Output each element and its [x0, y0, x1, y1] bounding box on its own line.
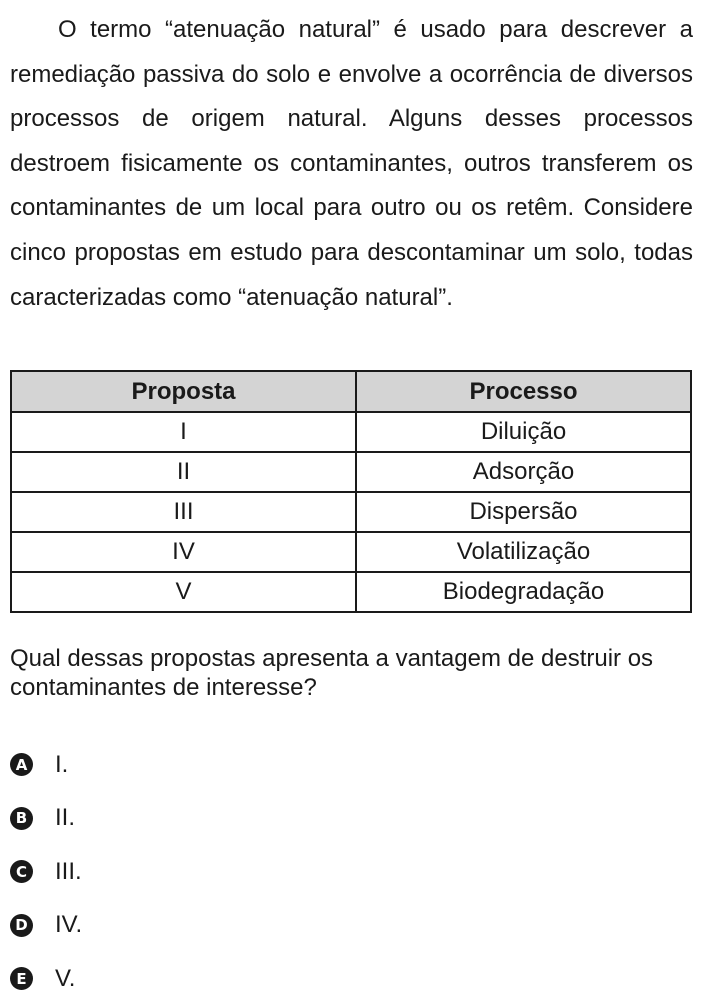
proposta-cell: V: [11, 572, 356, 612]
option-text: IV.: [55, 911, 83, 939]
option-text: II.: [55, 804, 76, 832]
option-text: III.: [55, 857, 82, 885]
option-a[interactable]: [10, 738, 82, 792]
processo-cell: Biodegradação: [356, 572, 691, 612]
question-page: [10, 8, 693, 992]
option-c[interactable]: [10, 845, 82, 899]
table-header-row: [11, 371, 691, 412]
option-letter-badge: A: [10, 753, 33, 776]
table-row: [11, 492, 691, 532]
option-letter-badge: E: [10, 967, 33, 990]
option-d[interactable]: [10, 899, 82, 953]
option-letter-badge: C: [10, 860, 33, 883]
table-row: [11, 572, 691, 612]
proposta-cell: II: [11, 452, 356, 492]
table-row: [11, 412, 691, 452]
proposta-cell: I: [11, 412, 356, 452]
option-e[interactable]: [10, 952, 82, 1006]
option-letter-badge: B: [10, 807, 33, 830]
answer-options: [10, 738, 82, 1006]
processo-cell: Dispersão: [356, 492, 691, 532]
header-proposta: Proposta: [11, 371, 356, 412]
header-processo: Processo: [356, 371, 691, 412]
option-letter-badge: D: [10, 914, 33, 937]
option-text: V.: [55, 964, 76, 992]
processo-cell: Volatilização: [356, 532, 691, 572]
table-row: [11, 452, 691, 492]
table-row: [11, 532, 691, 572]
proposals-table: [10, 370, 692, 613]
proposta-cell: III: [11, 492, 356, 532]
intro-paragraph: O termo “atenuação natural” é usado para descrever a remediação passiva do solo e envolve a ocorrência de diversos processos de origem natural. Alguns desses processos destroem fisicamente os contaminantes, outros transferem os contaminantes de um local para outro ou os retêm. Considere cinco propostas em estudo para descontaminar um solo, todas caracterizadas como “atenuação natural”.: [10, 16, 693, 311]
proposta-cell: IV: [11, 532, 356, 572]
processo-cell: Adsorção: [356, 452, 691, 492]
option-text: I.: [55, 750, 69, 778]
processo-cell: Diluição: [356, 412, 691, 452]
option-b[interactable]: [10, 792, 82, 846]
question-text: Qual dessas propostas apresenta a vantagem de destruir os contaminantes de interesse?: [10, 645, 654, 701]
